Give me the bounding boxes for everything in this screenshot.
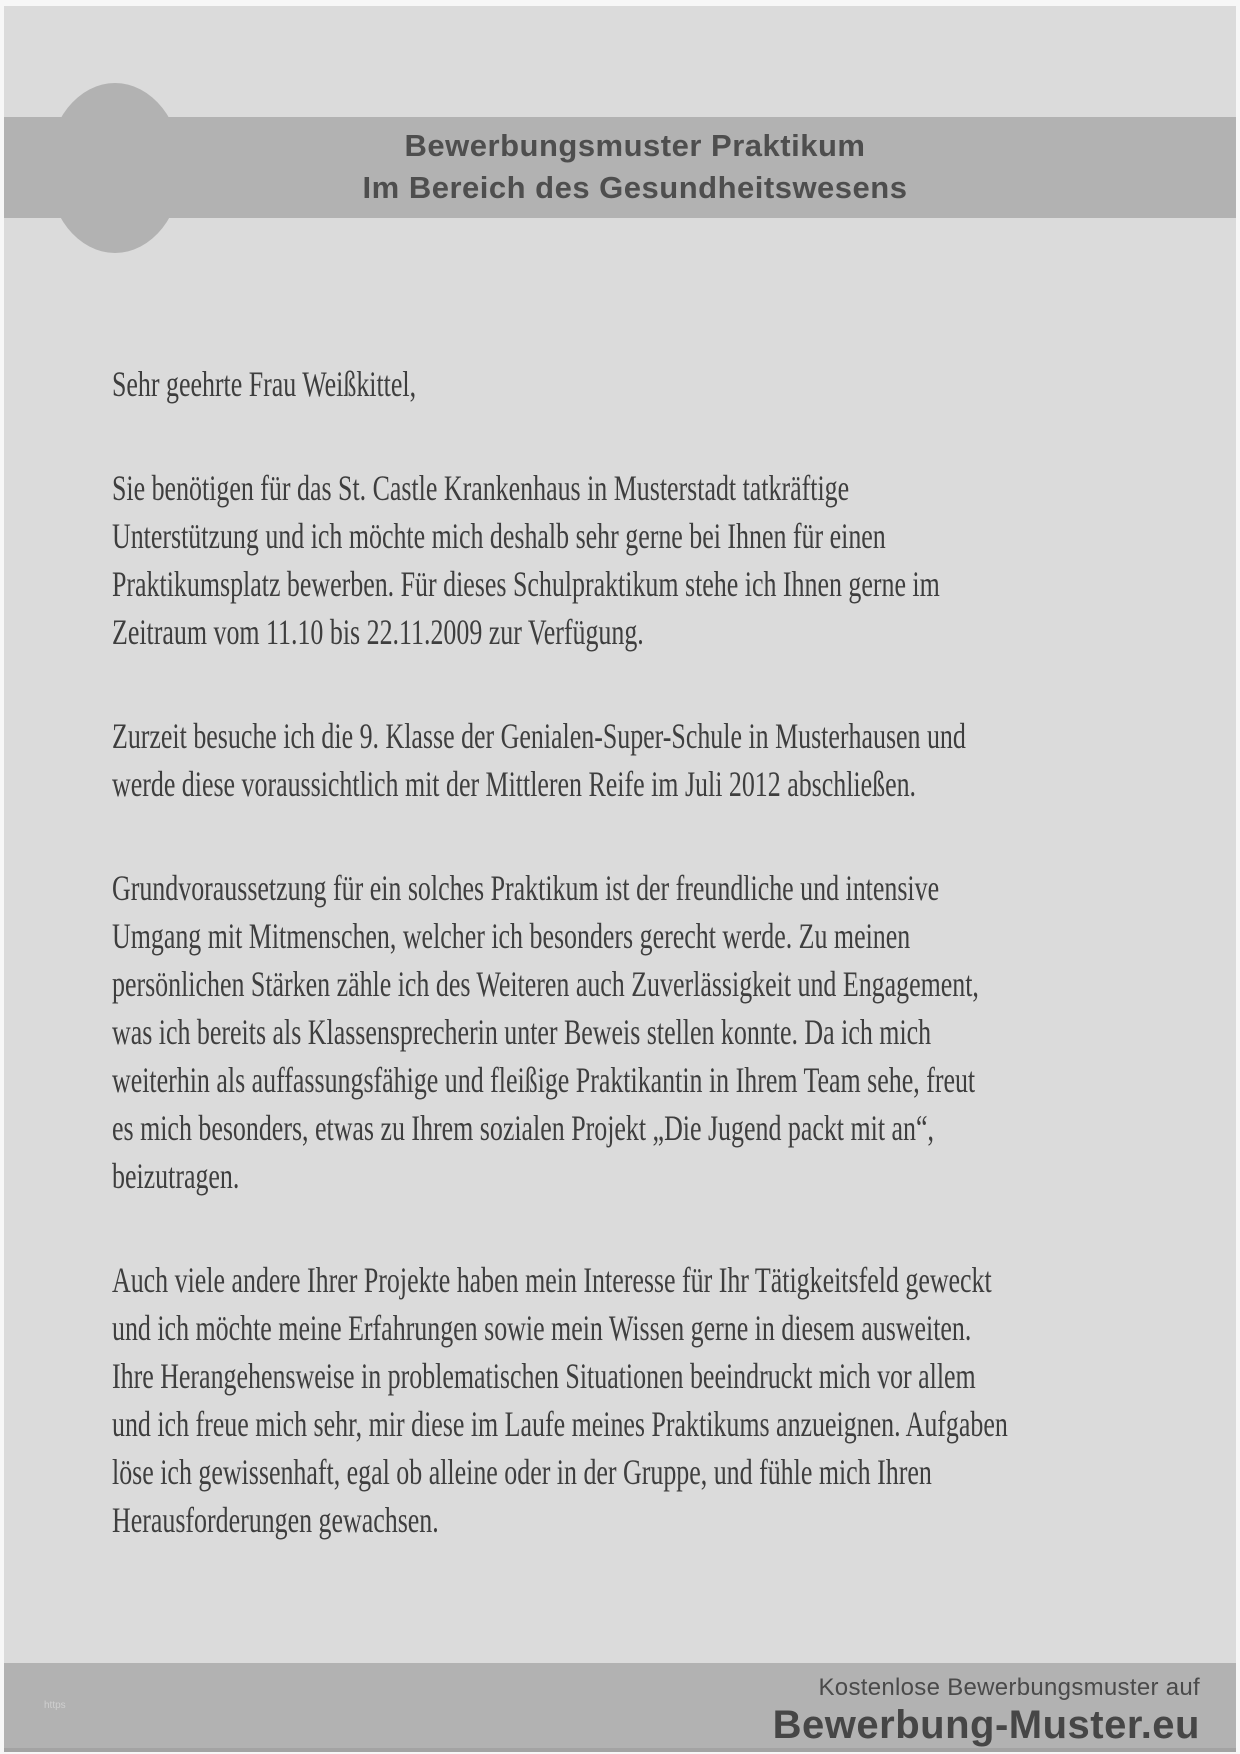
paragraph-strengths	[112, 864, 1180, 1200]
letter-line: Auch viele andere Ihrer Projekte haben mein Interesse für Ihr Tätigkeitsfeld geweckt	[112, 1260, 992, 1300]
letter-line: was ich bereits als Klassensprecherin unter Beweis stellen konnte. Da ich mich	[112, 1012, 932, 1052]
letter-line: Zeitraum vom 11.10 bis 22.11.2009 zur Verfügung.	[112, 612, 644, 652]
salutation-paragraph	[112, 360, 1180, 408]
footer-watermark: https	[44, 1700, 66, 1711]
header-band	[4, 117, 1236, 218]
letter-line: beizutragen.	[112, 1156, 240, 1196]
letter-line: weiterhin als auffassungsfähige und fleißige Praktikantin in Ihrem Team sehe, freut	[112, 1060, 976, 1100]
page-title-line1: Bewerbungsmuster Praktikum	[404, 128, 866, 163]
letter-line: Grundvoraussetzung für ein solches Praktikum ist der freundliche und intensive	[112, 868, 940, 908]
letter-line: Umgang mit Mitmenschen, welcher ich besonders gerecht werde. Zu meinen	[112, 916, 911, 956]
letter-line: Ihre Herangehensweise in problematischen Situationen beeindruckt mich vor allem	[112, 1356, 976, 1396]
salutation-line: Sehr geehrte Frau Weißkittel,	[112, 364, 417, 404]
letter-line: werde diese voraussichtlich mit der Mittleren Reife im Juli 2012 abschließen.	[112, 764, 917, 804]
paragraph-motivation	[112, 1256, 1180, 1544]
letter-line: Praktikumsplatz bewerben. Für dieses Schulpraktikum stehe ich Ihnen gerne im	[112, 564, 940, 604]
paragraph-school	[112, 712, 1180, 808]
paragraph-availability	[112, 464, 1180, 656]
letter-line: löse ich gewissenhaft, egal ob alleine oder in der Gruppe, und fühle mich Ihren	[112, 1452, 932, 1492]
footer-band	[4, 1663, 1236, 1748]
footer-text	[4, 1663, 1236, 1748]
bottom-edge-divider	[4, 1748, 1236, 1752]
letter-body	[112, 360, 1180, 1600]
footer-tagline: Kostenlose Bewerbungsmuster auf	[818, 1674, 1200, 1701]
letter-line: Herausforderungen gewachsen.	[112, 1500, 439, 1540]
letter-line: Zurzeit besuche ich die 9. Klasse der Genialen-Super-Schule in Musterhausen und	[112, 716, 966, 756]
letter-line: und ich freue mich sehr, mir diese im Laufe meines Praktikums anzueignen. Aufgaben	[112, 1404, 1008, 1444]
letter-line: es mich besonders, etwas zu Ihrem sozialen Projekt „Die Jugend packt mit an“,	[112, 1108, 934, 1148]
page-title	[4, 117, 1236, 218]
page-title-line2: Im Bereich des Gesundheitswesens	[362, 170, 908, 205]
letter-line: Unterstützung und ich möchte mich deshalb sehr gerne bei Ihnen für einen	[112, 516, 886, 556]
letter-line: und ich möchte meine Erfahrungen sowie mein Wissen gerne in diesem ausweiten.	[112, 1308, 972, 1348]
footer-brand: Bewerbung-Muster.eu	[772, 1703, 1200, 1747]
letter-line: persönlichen Stärken zähle ich des Weiteren auch Zuverlässigkeit und Engagement,	[112, 964, 979, 1004]
letter-line: Sie benötigen für das St. Castle Krankenhaus in Musterstadt tatkräftige	[112, 468, 850, 508]
